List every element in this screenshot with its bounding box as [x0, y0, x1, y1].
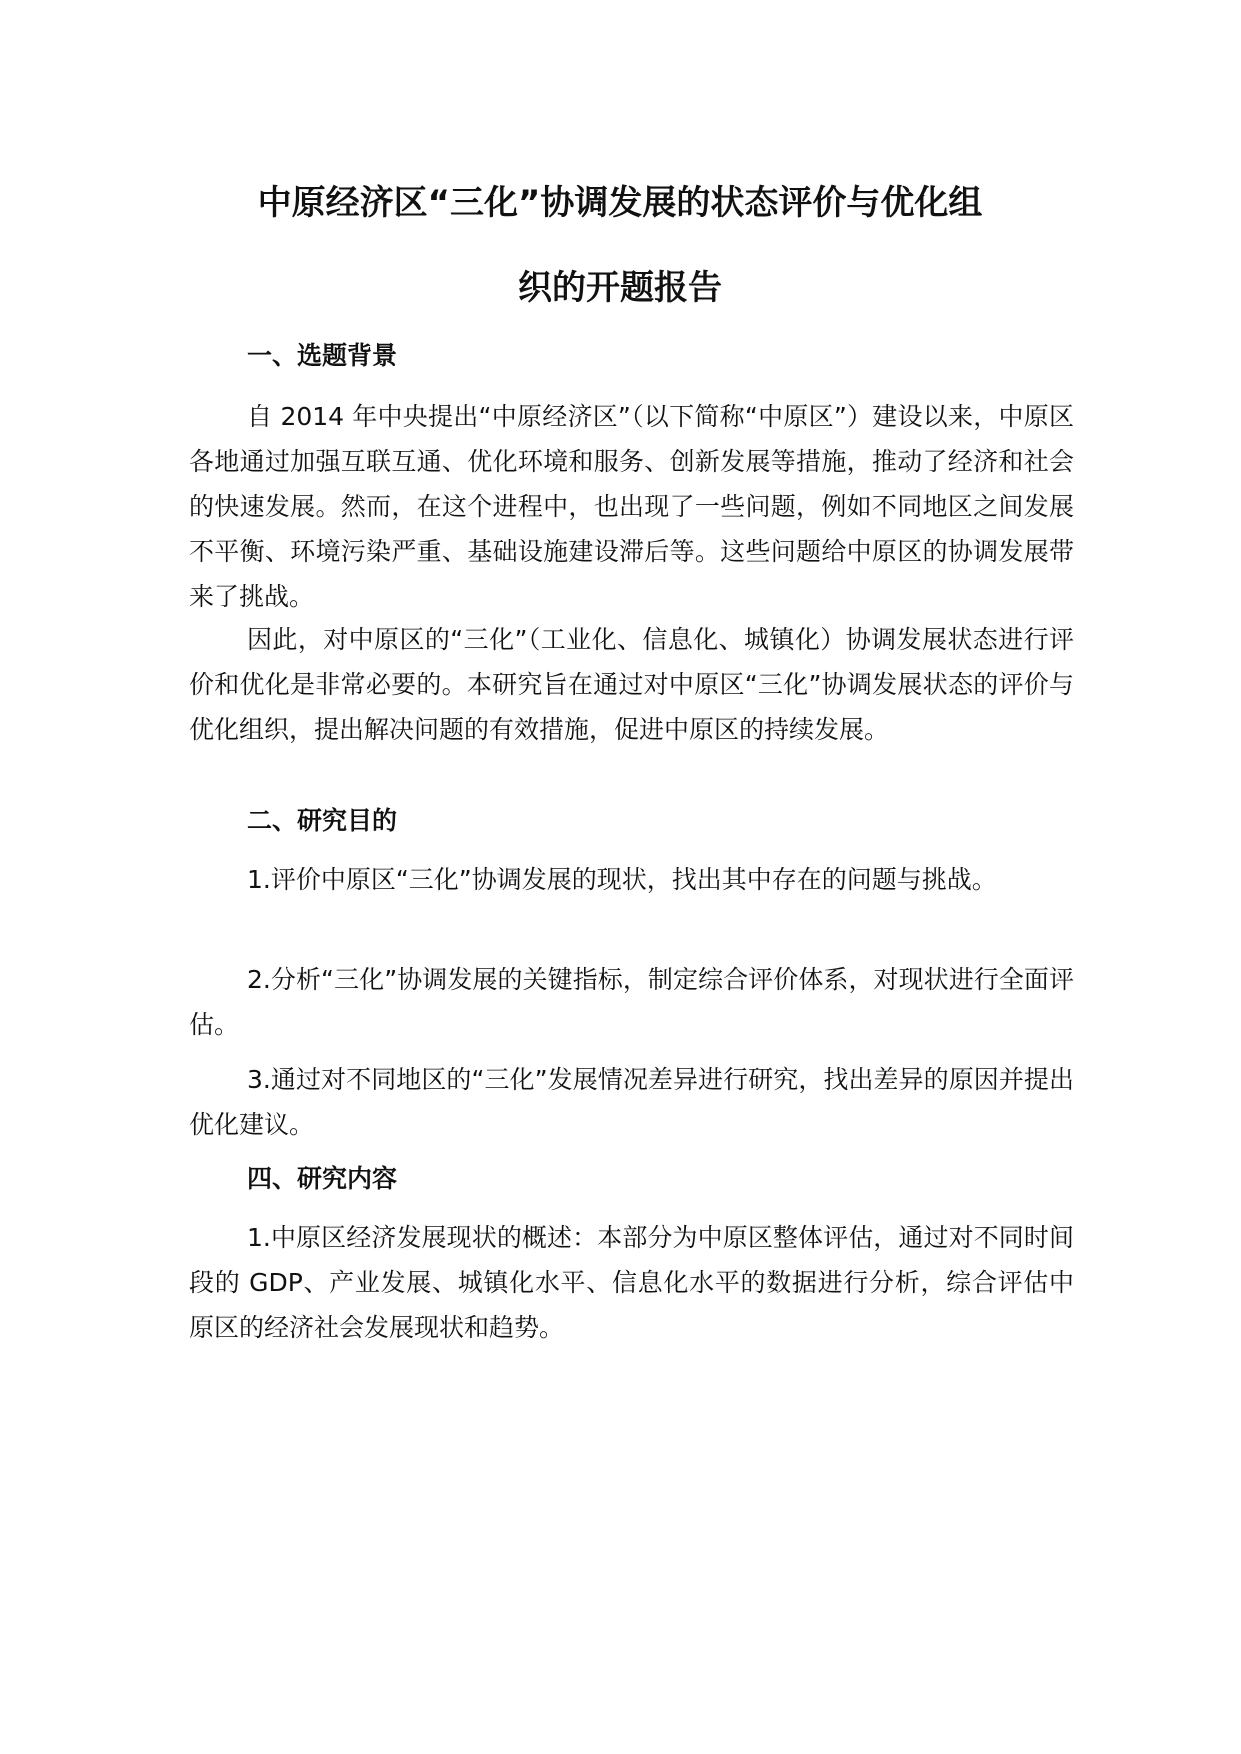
- section-heading-objectives: 二、研究目的: [247, 806, 398, 835]
- document-title-line-1: 中原经济区“三化”协调发展的状态评价与优化组: [257, 183, 983, 223]
- document-title-line-2: 织的开题报告: [518, 268, 722, 308]
- section-heading-content: 四、研究内容: [247, 1164, 398, 1193]
- paragraph-objective-2: 2.分析“三化”协调发展的关键指标，制定综合评价体系，对现状进行全面评估。: [189, 965, 1074, 1039]
- paragraph-background-2: 因此，对中原区的“三化”（工业化、信息化、城镇化）协调发展状态进行评价和优化是非常必要的。本研究旨在通过对中原区“三化”协调发展状态的评价与优化组织，提出解决问题的有效措施，促进中原区的持续发展。: [189, 625, 1074, 744]
- section-heading-background: 一、选题背景: [247, 341, 398, 370]
- paragraph-objective-3: 3.通过对不同地区的“三化”发展情况差异进行研究，找出差异的原因并提出优化建议。: [189, 1065, 1074, 1139]
- paragraph-objective-1: 1.评价中原区“三化”协调发展的现状，找出其中存在的问题与挑战。: [247, 865, 997, 894]
- paragraph-background-1: 自 2014 年中央提出“中原经济区”（以下简称“中原区”）建设以来，中原区各地通过加强互联互通、优化环境和服务、创新发展等措施，推动了经济和社会的快速发展。然而，在这个进程中，也出现了一些问题，例如不同地区之间发展不平衡、环境污染严重、基础设施建设滞后等。这些问题给中原区的协调发展带来了挑战。: [189, 402, 1074, 611]
- paragraph-content-1: 1.中原区经济发展现状的概述：本部分为中原区整体评估，通过对不同时间段的 GDP、产业发展、城镇化水平、信息化水平的数据进行分析，综合评估中原区的经济社会发展现状和趋势。: [189, 1223, 1074, 1342]
